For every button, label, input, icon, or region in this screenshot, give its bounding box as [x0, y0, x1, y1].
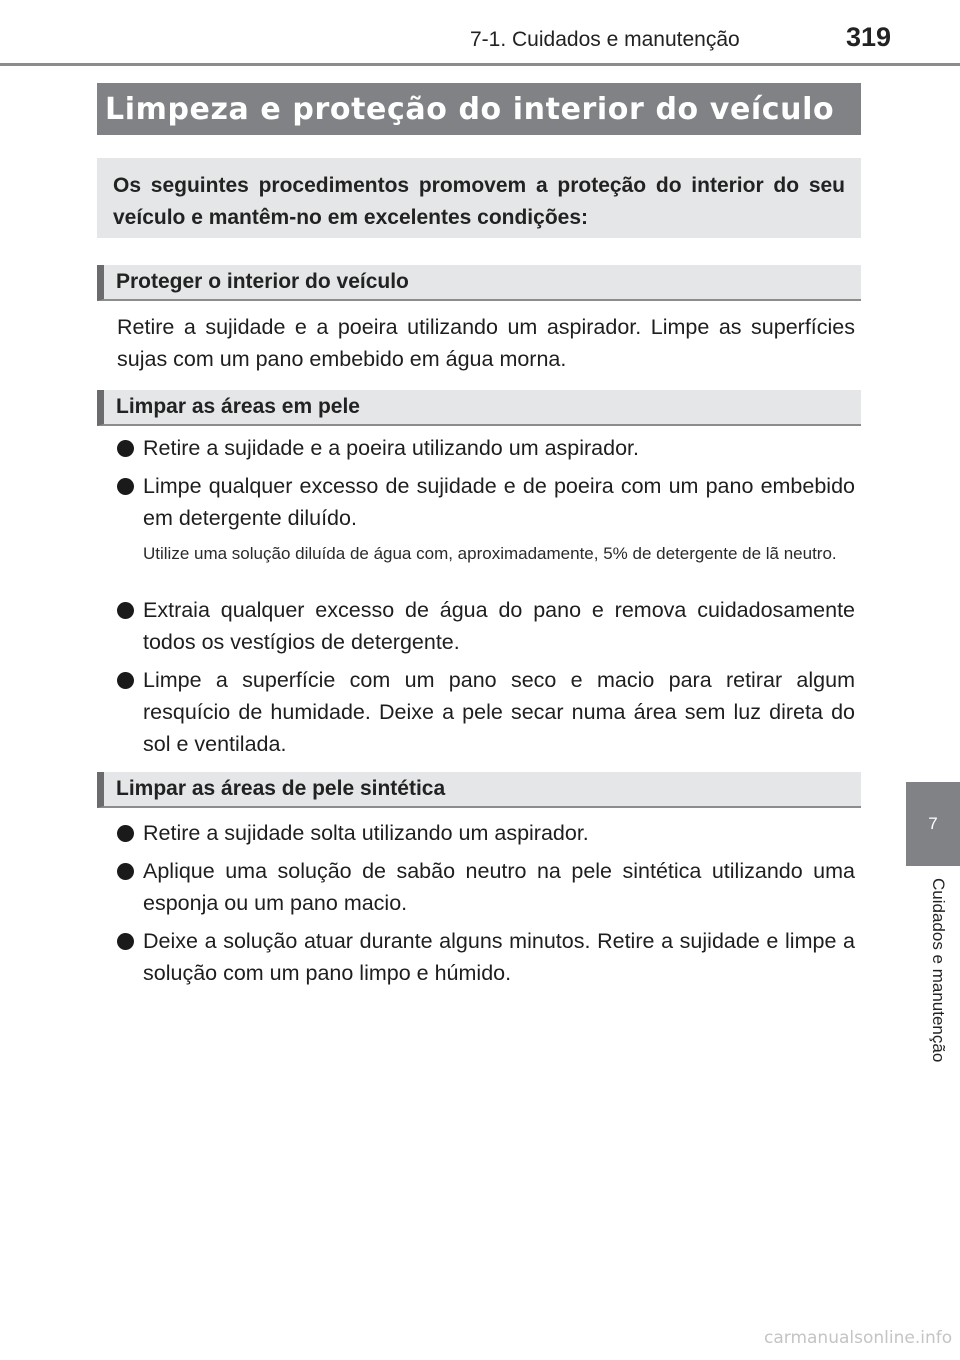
list-item-text: Retire a sujidade solta utilizando um aspirador. [143, 821, 589, 845]
section-heading-text: Limpar as áreas em pele [116, 395, 360, 418]
leather-bullet-list-b [117, 594, 855, 766]
list-item [117, 817, 855, 849]
intro-box [97, 158, 861, 238]
list-item-text: Deixe a solução atuar durante alguns minutos. Retire a sujidade e limpe a solução com um pano limpo e húmido. [143, 929, 855, 985]
bullet-icon [117, 672, 134, 689]
detergent-note: Utilize uma solução diluída de água com, aproximadamente, 5% de detergente de lã neutro. [143, 544, 837, 563]
bullet-icon [117, 602, 134, 619]
title-bar [97, 83, 861, 135]
intro-text: Os seguintes procedimentos promovem a proteção do interior do seu veículo e mantêm-no em excelentes condições: [113, 174, 845, 229]
list-item-text: Limpe qualquer excesso de sujidade e de poeira com um pano embebido em detergente diluído. [143, 474, 855, 530]
bullet-icon [117, 933, 134, 950]
list-item [117, 470, 855, 534]
section-heading-protect [97, 265, 861, 301]
list-item [117, 855, 855, 919]
section-paragraph: Retire a sujidade e a poeira utilizando um aspirador. Limpe as superfícies sujas com um pano embebido em água morna. [117, 315, 855, 371]
list-item-text: Retire a sujidade e a poeira utilizando um aspirador. [143, 436, 639, 460]
chapter-number: 7 [928, 814, 938, 833]
chapter-label: Cuidados e manutenção [929, 878, 948, 1063]
bullet-icon [117, 863, 134, 880]
list-item-text: Extraia qualquer excesso de água do pano e remova cuidadosamente todos os vestígios de detergente. [143, 598, 855, 654]
bullet-icon [117, 478, 134, 495]
running-head: 7-1. Cuidados e manutenção [470, 28, 740, 51]
list-item-text: Limpe a superfície com um pano seco e macio para retirar algum resquício de humidade. Deixe a pele secar numa área sem luz direta do sol e ventilada. [143, 668, 855, 756]
synthetic-bullet-list [117, 817, 855, 995]
header-rule [0, 63, 960, 66]
leather-bullet-list-a [117, 432, 855, 540]
section-heading-leather [97, 390, 861, 426]
list-item [117, 664, 855, 760]
section-heading-synthetic-leather [97, 772, 861, 808]
bullet-icon [117, 825, 134, 842]
chapter-tab [906, 782, 960, 866]
list-item [117, 594, 855, 658]
list-item-text: Aplique uma solução de sabão neutro na pele sintética utilizando uma esponja ou um pano macio. [143, 859, 855, 915]
page-title: Limpeza e proteção do interior do veículo [105, 91, 835, 127]
watermark: carmanualsonline.info [764, 1328, 953, 1348]
bullet-icon [117, 440, 134, 457]
list-item [117, 925, 855, 989]
list-item [117, 432, 855, 464]
section-heading-text: Proteger o interior do veículo [116, 270, 409, 293]
section-heading-text: Limpar as áreas de pele sintética [116, 777, 446, 800]
page-number: 319 [846, 22, 892, 52]
